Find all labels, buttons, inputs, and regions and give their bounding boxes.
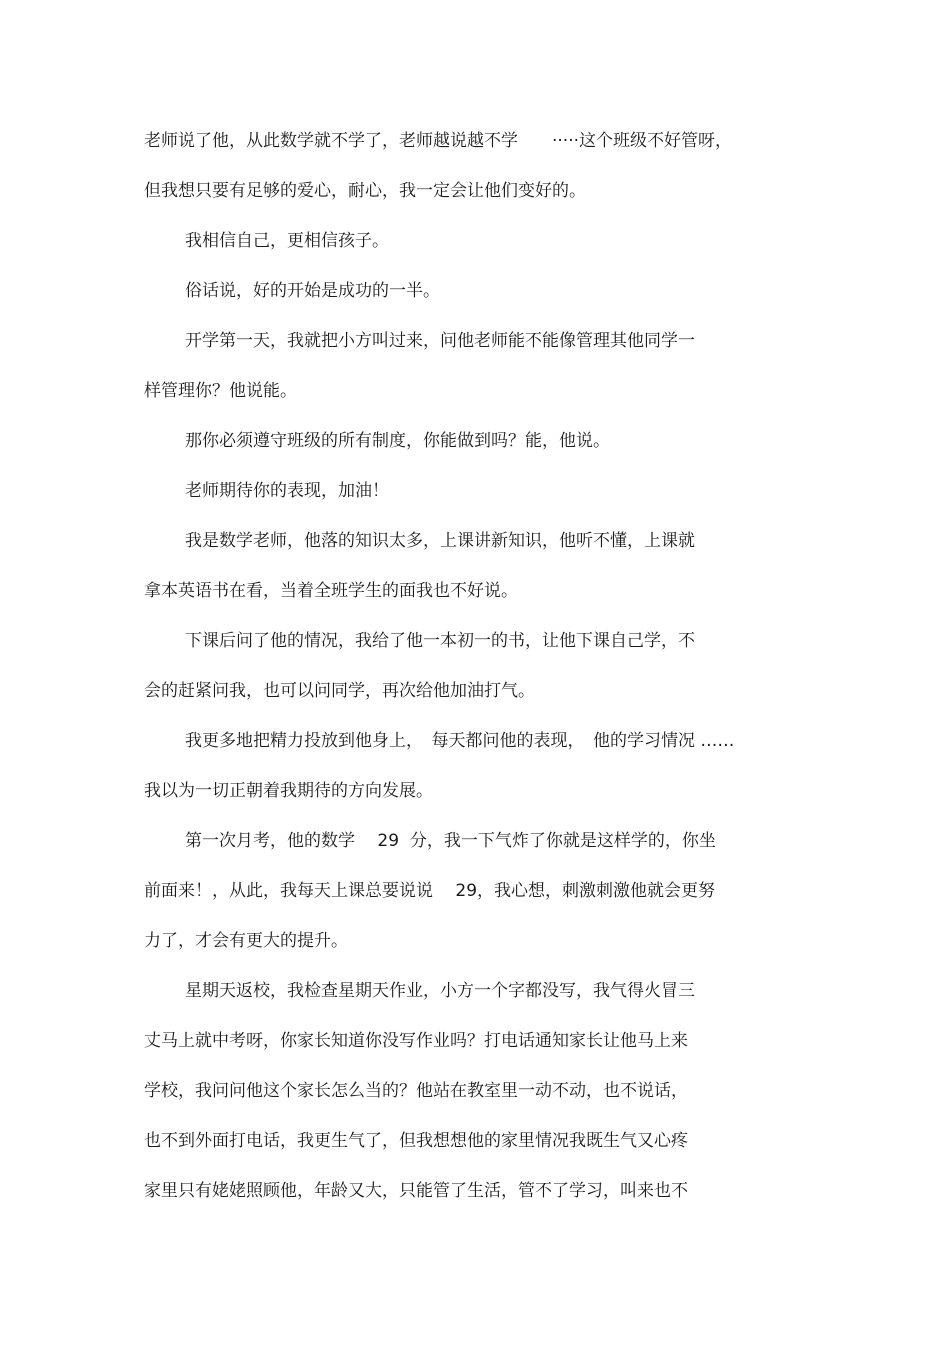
text-line: 家里只有姥姥照顾他，年龄又大，只能管了生活，管不了学习，叫来也不 [144, 1181, 688, 1201]
text-line: 老师说了他，从此数学就不学了，老师越说越不学 ·····这个班级不好管呀， [144, 131, 733, 151]
text-line: 会的赶紧问我，也可以问同学，再次给他加油打气。 [144, 681, 535, 701]
text-line: 样管理你？他说能。 [144, 381, 297, 401]
text-line: 但我想只要有足够的爱心，耐心，我一定会让他们变好的。 [144, 181, 586, 201]
text-line: 开学第一天，我就把小方叫过来，问他老师能不能像管理其他同学一 [185, 331, 695, 351]
text-line: 下课后问了他的情况，我给了他一本初一的书，让他下课自己学，不 [185, 631, 695, 651]
text-line: 那你必须遵守班级的所有制度，你能做到吗？能，他说。 [185, 431, 610, 451]
text-line: 丈马上就中考呀，你家长知道你没写作业吗？打电话通知家长让他马上来 [144, 1031, 688, 1051]
text-line: 我以为一切正朝着我期待的方向发展。 [144, 781, 433, 801]
text-line: 力了，才会有更大的提升。 [144, 931, 348, 951]
text-line: 也不到外面打电话，我更生气了，但我想想他的家里情况我既生气又心疼 [144, 1131, 688, 1151]
text-line: 我是数学老师，他落的知识太多，上课讲新知识，他听不懂，上课就 [185, 531, 695, 551]
text-line: 第一次月考，他的数学 29 分，我一下气炸了你就是这样学的，你坐 [185, 831, 716, 851]
text-line: 我更多地把精力投放到他身上， 每天都问他的表现， 他的学习情况 …… [185, 731, 735, 751]
text-line: 星期天返校，我检查星期天作业，小方一个字都没写，我气得火冒三 [185, 981, 695, 1001]
text-line: 老师期待你的表现，加油！ [185, 481, 389, 501]
text-line: 学校，我问问他这个家长怎么当的？他站在教室里一动不动，也不说话， [144, 1081, 688, 1101]
text-line: 拿本英语书在看，当着全班学生的面我也不好说。 [144, 581, 518, 601]
text-line: 前面来！，从此，我每天上课总要说说 29，我心想，刺激刺激他就会更努 [144, 881, 716, 901]
text-line: 俗话说，好的开始是成功的一半。 [185, 281, 440, 301]
text-line: 我相信自己，更相信孩子。 [185, 231, 389, 251]
